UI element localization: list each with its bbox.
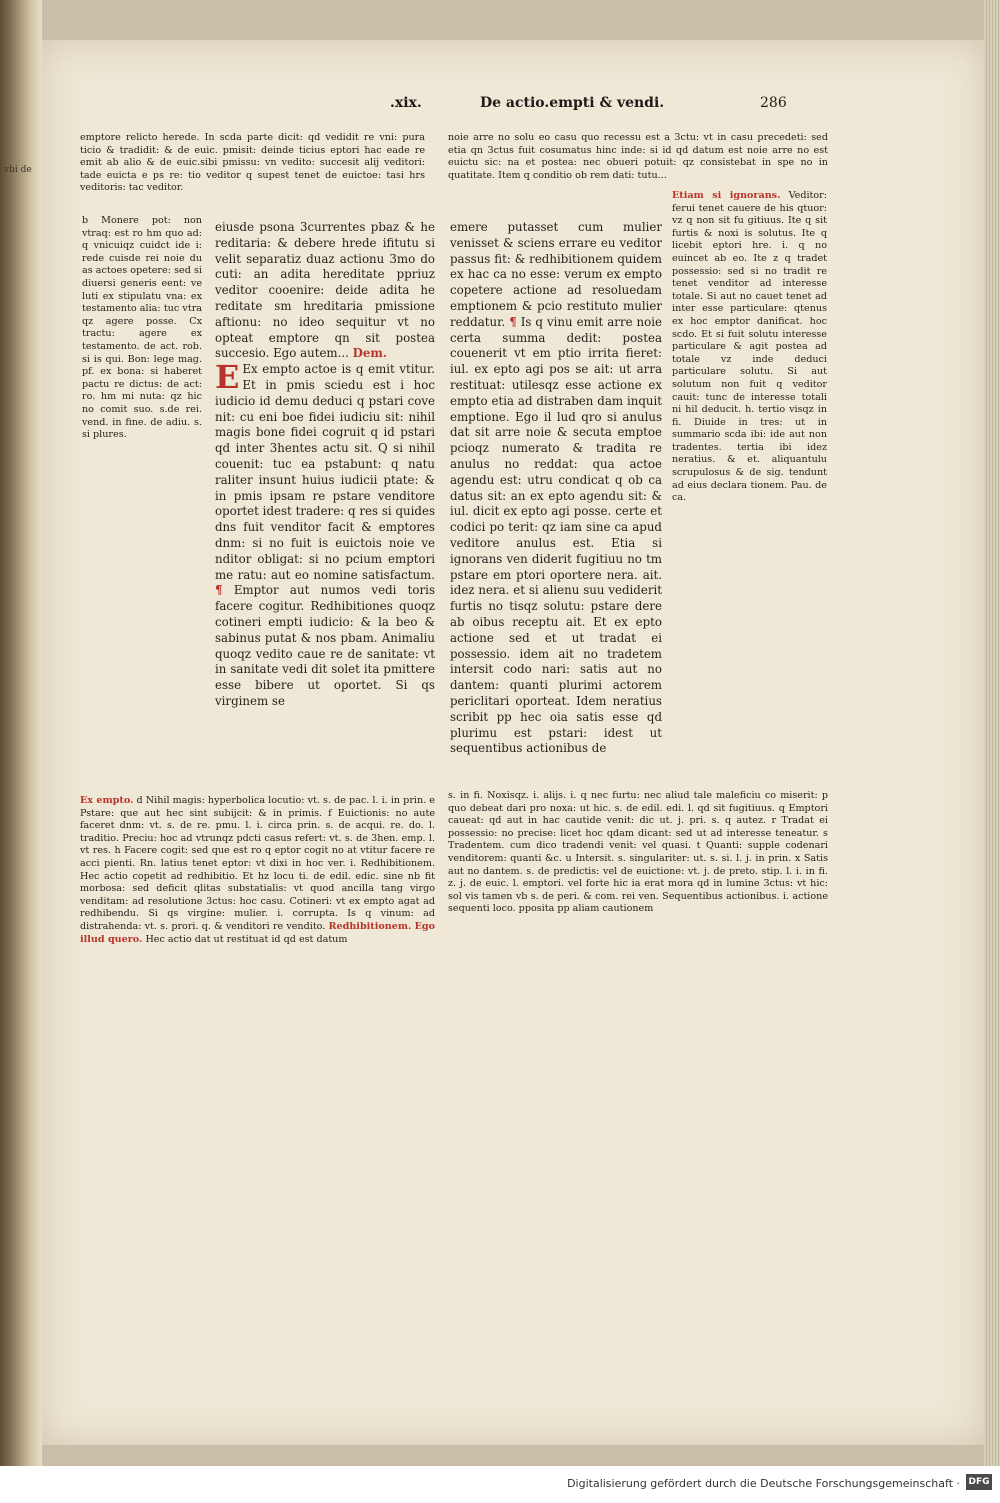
paragraph-mark: ¶	[215, 583, 223, 598]
gloss-rubric-redhibitionem: Redhibitionem.	[328, 920, 412, 932]
gloss-right-rubric: Etiam si ignorans.	[672, 190, 781, 201]
book-gutter	[0, 0, 42, 1466]
gloss-bottom-right: s. in fi. Noxisqz. i. alijs. i. q nec furtu: nec aliud tale maleficiu co miserit: p quo debeat dari pro noxa: ut hic. s. de edil. edi. l. qd sit fugitiuus. q Emptori caueat: qd aut in hac cautide venit: dic ut. j. pri. s. q autez. r Tradat ei possessio: no precise: licet hoc qdam dicant: sed ut ad interesse teneatur. s Tradentem. cum dico tradendi venit: vel quasi. t Quanti: supple codenari venditorem: quanti &c. u Intersit. s. singulariter: ut. s. si. l. j. in prin. x Satis aut no dantem. s. de predictis: vel de euictione: vt. j. de preto. stip. l. i. in fi. z. j. de euic. l. emptori. vel forte hic ia erat mora qd in lumine 3ctus: vt hic: sol vis tamen vb s. de peri. & com. rei ven. Sequentibus actionibus. i. actione sequenti loco. pposita pp aliam cautionem	[448, 790, 828, 915]
gloss-bottom-left	[80, 795, 435, 1260]
main-left-para-b: Ex empto actoe is q emit vtitur. Et in pmis sciedu est i hoc iudicio id demu deduci q pstari cove nit: cu eni boe fidei iudiciu sit: nihil magis bone fidei cogruit q id pstari qd inter 3hentes actu sit. Q si nihil couenit: tuc ea pstabunt: q natu raliter insunt huius iudicii ptate: & in pmis ipsam re pstare venditore oportet idest tradere: q res si quides dns fuit venditor facit & emptores dnm: si no fuit is euictois noie ve nditor obligat: si no pcium emptori me ratu: aut eo nomine satisfactum.	[215, 362, 435, 582]
gloss-top-left: emptore relicto herede. In scda parte dicit: qd vedidit re vni: pura ticio & tradidit: & de euic. pmisit: deinde ticius eptori hac eade re emit ab alio & de euic.sibi pmissu: vn vedito: succesit alij veditori: tade euicta e ps re: tio veditor q supest tenet de euictoe: tasi hrs veditoris: tac veditor.	[80, 132, 425, 194]
folio-number: .xix.	[390, 95, 422, 111]
running-title: De actio.empti & vendi.	[480, 95, 665, 111]
decorated-initial: E	[215, 358, 240, 397]
paragraph-mark: ¶	[509, 314, 517, 329]
main-right-para-b: Is q vinu emit arre noie certa summa dedit: postea couenerit vt em ptio irrita fieret: iul. ex epto agi pos se ait: ut arra restituat: utilesqz esse actione ex empto etia ad distraben dam inquit emptione. Ego il lud qro si anulus dat sit arre noie & secuta emptoe pcioqz numerato & tradita re anulus no reddat: qua actoe agendu est: utru condicat q ob ca datus sit: an ex epto agendu sit: & iul. dicit ex epto agi posse. certe et codici po terit: qz iam sine ca apud veditore anulus est. Etia si ignorans ven diderit fugitiuu no tm pstare em ptori oportere nera. ait. idez nera. et si alienu suu vediderit furtis no tisqz solutu: pstare dere ab oibus receptu ait. Et ex epto actione sed et ut tradat ei possessio. idem ait no tradetem intersit codo nari: satis aut no dantem: quanti plurimi actorem periclitari oporteat. Idem neratius scribit pp hec oia satis esse qd plurimu est pstari: idest ut sequentibus actionibus de	[450, 314, 662, 756]
gloss-subheading: Ex empto.	[80, 795, 134, 806]
gloss-left-column: b Monere pot: non vtraq: est ro hm quo ad: q vnicuiqz cuidct ide i: rede cuisde rei noie du as actoes opetere: sed si diuersi generis eent: ve luti ex stipulatu vna: ex testamento alia: tuc vtra qz agere posse. Cx tractu: agere ex testamento. de act. rob. si is qui. Bon: lege mag. pf. ex bona: si haberet pactu re dictus: de act: ro. hm mi nuta: qz hic no comit suo. s.de rei. vend. in fine. de adiu. s. si plures.	[82, 215, 202, 441]
page-number: 286	[760, 95, 787, 111]
main-left-para-c: Emptor aut numos vedi toris facere cogitur. Redhibitiones quoqz cotineri empti iudicio: & la beo & sabinus putat & nos pbam. Animaliu quoqz vedito caue re de sanitate: vt in sanitate vedi dit solet ita pmittere esse bibere ut oportet. Si qs virginem se	[215, 583, 435, 708]
main-text-left	[215, 220, 435, 775]
gloss-bottom-left-tail: Hec actio dat ut restituat id qd est datum	[145, 933, 348, 945]
footer-credit: Digitalisierung gefördert durch die Deutsche Forschungsgemeinschaft ·	[567, 1477, 960, 1490]
gloss-bottom-left-text: d Nihil magis: hyperbolica locutio: vt. s. de pac. l. i. in prin. e Pstare: que aut hec sint subijcit: & in primis. f Euictionis: no aute faceret dnm: vt. s. de re. pmu. l. i. circa prin. s. de acqui. re. do. l. traditio. Preciu: hoc ad vtrunqz pdcti casus refert: vt. s. de 3hen. emp. l. vt res. h Facere cogit: sed que est ro q eptor cogit no at vtitur facere re acci pienti. Rn. latius tenet eptor: vt dixi in hoc ver. i. Redhibitionem. Hec actio copetit ad redhibitio. Et hz locu ti. de edil. edic. sine nb fit morbosa: sed deficit qlitas substatialis: vt quod ancilla tang virgo venditam: ad resolutione 3ctus: hoc casu. Cotineri: vt ex empto agat ad redhibendu. Si qs virgine: mulier. i. corrupta. Is q vinum: ad distrahenda: vt. s. prori. q. & venditori re vendito.	[80, 795, 435, 932]
margin-note: vbi de	[4, 165, 32, 175]
gloss-right-column	[672, 190, 827, 785]
main-right-para-a: emere putasset cum mulier venisset & sciens errare eu veditor passus fit: & redhibitionem quidem ex hac ca no esse: verum ex empto copetere actione ad resoluedam emptionem & pcio restituto mulier reddatur.	[450, 220, 662, 329]
gloss-right-text: Veditor: ferui tenet cauere de his qtuor: vz q non sit fu gitiuus. Ite q sit furtis & noxi is solutus. Ite q licebit eptori hre. i. q no euincet ab eo. Ite z q tradet possessio: sed si no tradit re tenet venditor ad interesse totale. Si aut no cauet tenet ad inter esse particulare: qtenus ex hoc emptor danificat. hoc scdo. Et si fuit solutu interesse particulare & agit postea ad totale vz inde deduci particulare solutu. Si aut solutum non fuit q veditor cauit: tunc de interesse totali ni hil deducit. h. tertio visqz in fi. Diuide in tres: ut in summario scda ibi: ide aut non tradentes. tertia ibi idez neratius. & et. aliquantulu scrupulosus & de sig. tendunt ad eius declara tionem. Pau. de ca.	[672, 190, 827, 504]
gloss-top-right: noie arre no solu eo casu quo recessu est a 3ctu: vt in casu precedeti: sed etia qn 3ctus fuit cosumatus hinc inde: si id qd datum est noie arre no est euictu sic: na et postea: nec obueri potuit: qz consistebat in spe no in quatitate. Item q conditio ob rem dati: tutu...	[448, 132, 828, 181]
main-text-right	[450, 220, 662, 780]
main-left-para-a: eiusde psona 3currentes pbaz & he reditaria: & debere hrede ifitutu si velit separatiz duaz actionu 3mo do cuti: an adita hereditate ppriuz veditor cooenire: deide adita he reditate sm hreditaria pmissione aftionu: no ideo sequitur vt no opteat emptore qn sit postea succesio. Ego autem...	[215, 220, 435, 361]
gloss-rubric-ego-illud: Ego illud quero.	[80, 920, 435, 945]
main-left-rubric: Dem.	[352, 346, 387, 361]
page-fore-edge	[984, 0, 1000, 1466]
dfg-logo: DFG	[966, 1474, 992, 1490]
